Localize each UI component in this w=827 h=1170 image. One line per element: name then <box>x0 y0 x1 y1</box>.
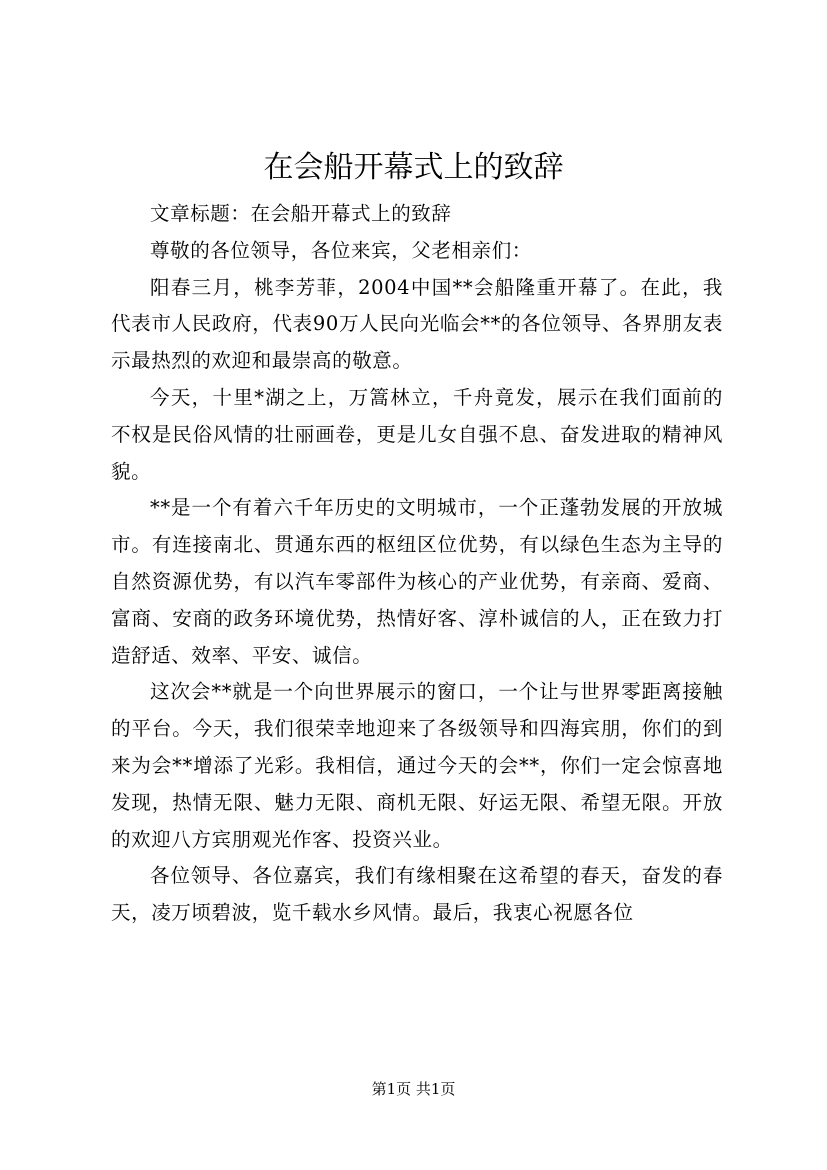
paragraph-city: **是一个有着六千年历史的文明城市，一个正蓬勃发展的开放城市。有连接南北、贯通东西的枢纽区位优势，有以绿色生态为主导的自然资源优势，有以汽车零部件为核心的产业优势，有亲商、爱商、富商、安商的政务环境优势，热情好客、淳朴诚信的人，正在致力打造舒适、效率、平安、诚信。 <box>111 496 723 667</box>
paragraph-today: 今天，十里*湖之上，万篙林立，千舟竟发，展示在我们面前的不权是民俗风情的壮丽画卷，更是儿女自强不息、奋发进取的精神风貌。 <box>111 385 723 483</box>
paragraph-opening: 阳春三月，桃李芳菲，2004中国**会船隆重开幕了。在此，我代表市人民政府，代表90万人民向光临会**的各位领导、各界朋友表示最热烈的欢迎和最崇高的敬意。 <box>111 275 723 373</box>
paragraph-closing: 各位领导、各位嘉宾，我们有缘相聚在这希望的春天，奋发的春天，凌万顷碧波，览千载水乡风情。最后，我衷心祝愿各位 <box>111 864 723 925</box>
page-number-footer: 第1页 共1页 <box>371 1080 456 1098</box>
paragraph-salutation: 尊敬的各位领导，各位来宾，父老相亲们： <box>150 238 532 262</box>
document-body <box>111 196 723 932</box>
paragraph-window: 这次会**就是一个向世界展示的窗口，一个让与世界零距离接触的平台。今天，我们很荣幸地迎来了各级领导和四海宾朋，你们的到来为会**增添了光彩。我相信，通过今天的会**，你们一定会惊喜地发现，热情无限、魅力无限、商机无限、好运无限、希望无限。开放的欢迎八方宾朋观光作客、投资兴业。 <box>111 680 723 851</box>
paragraph-article-title: 文章标题：在会船开幕式上的致辞 <box>150 202 452 225</box>
document-title: 在会船开幕式上的致辞 <box>263 150 564 185</box>
